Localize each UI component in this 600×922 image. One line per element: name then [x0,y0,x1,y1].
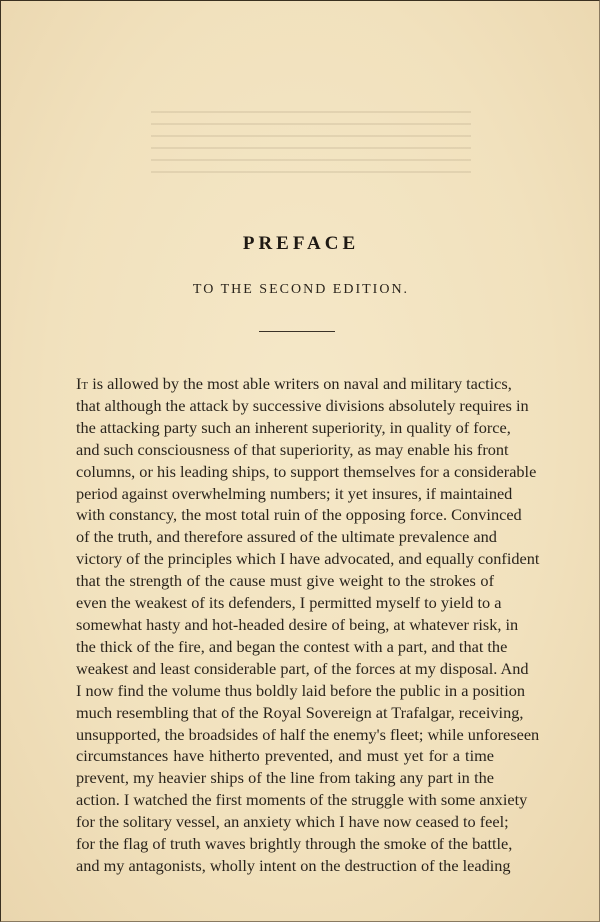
text-line: and such consciousness of that superiority, as may enable his front [76,439,509,459]
text-line: and my antagonists, wholly intent on the destruction of the leading [76,855,511,875]
page-title: PREFACE [242,233,360,254]
first-word: It [76,374,89,393]
divider-rule [259,331,335,332]
text-line: weakest and least considerable part, of the forces at my disposal. And [76,658,529,678]
text-line: for the solitary vessel, an anxiety which I have now ceased to feel; [76,812,509,832]
text-line: action. I watched the first moments of the struggle with some anxiety [76,790,528,810]
text-line: circumstances have hitherto prevented, and must yet for a time [76,746,494,766]
text-line: columns, or his leading ships, to support themselves for a considerable [76,461,537,481]
page-subtitle: TO THE SECOND EDITION. [192,282,410,297]
text-line: that although the attack by successive divisions absolutely requires in [76,395,529,415]
text-line: that the strength of the cause must give weight to the strokes of [76,571,494,591]
text-line: for the flag of truth waves brightly through the smoke of the battle, [76,834,513,854]
text-line: of the truth, and therefore assured of the ultimate prevalence and [76,527,497,547]
text-line: prevent, my heavier ships of the line from taking any part in the [76,768,494,788]
body-text [76,373,540,877]
text-line: I now find the volume thus boldly laid before the public in a position [76,680,526,700]
line-text: is allowed by the most able writers on naval and military tactics, [88,374,512,393]
text-line [76,373,512,395]
text-line: unsupported, the broadsides of half the enemy's fleet; while unforeseen [76,724,540,744]
text-line: somewhat hasty and hot-headed desire of being, at whatever risk, in [76,614,519,634]
text-line: period against overwhelming numbers; it yet insures, if maintained [76,483,513,503]
text-line: much resembling that of the Royal Sovereign at Trafalgar, receiving, [76,702,524,722]
text-line: victory of the principles which I have advocated, and equally confident [76,549,540,569]
text-line: with constancy, the most total ruin of the opposing force. Convinced [76,505,522,525]
bleed-through-text [151,101,471,181]
text-line: even the weakest of its defenders, I permitted myself to yield to a [76,593,502,613]
text-line: the attacking party such an inherent superiority, in quality of force, [76,417,511,437]
text-line: the thick of the fire, and began the contest with a part, and that the [76,636,508,656]
